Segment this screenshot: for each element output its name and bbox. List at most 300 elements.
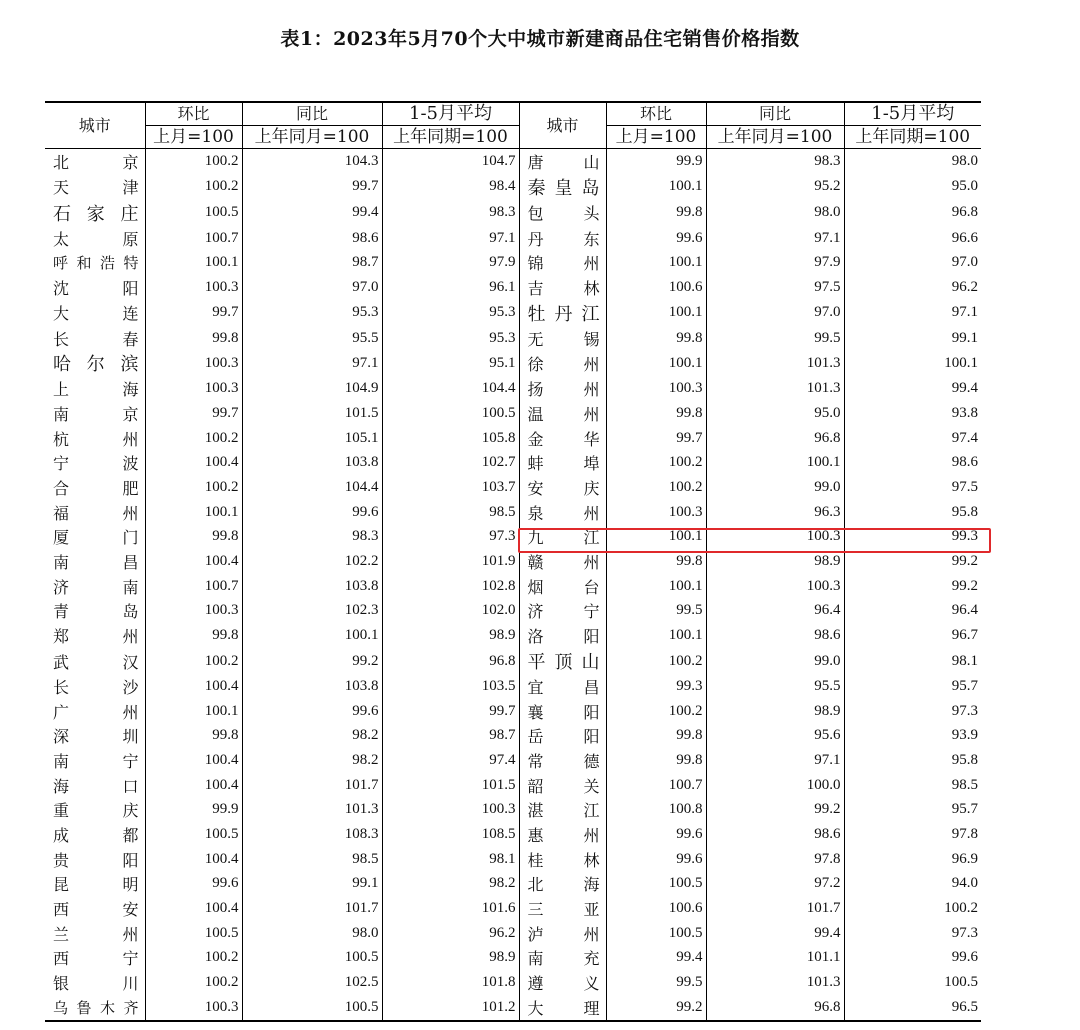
table-row <box>45 872 981 897</box>
avg-value: 97.4 <box>844 426 981 451</box>
city-name: 广 州 <box>53 702 139 722</box>
city-name-cell <box>45 648 145 674</box>
yoy-value: 98.3 <box>242 525 382 550</box>
mom-value: 100.1 <box>145 699 242 724</box>
city-name-cell <box>45 376 145 401</box>
table-row <box>45 699 981 724</box>
mom-value: 100.2 <box>145 648 242 674</box>
city-name: 常 德 <box>527 751 600 771</box>
yoy-value: 101.7 <box>242 773 382 798</box>
avg-value: 98.7 <box>382 723 519 748</box>
city-name-cell <box>519 300 606 326</box>
city-name-cell <box>45 946 145 971</box>
city-name: 洛 阳 <box>527 627 600 647</box>
city-name: 烟 台 <box>527 577 600 597</box>
city-name: 厦 门 <box>53 528 139 548</box>
table-row <box>45 300 981 326</box>
city-name-cell <box>45 970 145 995</box>
col-header-avg-right: 1-5月平均 <box>844 102 981 126</box>
city-name: 韶 关 <box>527 776 600 796</box>
mom-value: 100.4 <box>145 773 242 798</box>
mom-value: 100.1 <box>606 250 706 275</box>
city-name: 大 连 <box>53 304 139 324</box>
avg-value: 102.7 <box>382 451 519 476</box>
avg-value: 99.2 <box>844 549 981 574</box>
yoy-value: 101.3 <box>242 797 382 822</box>
yoy-value: 98.0 <box>242 921 382 946</box>
avg-value: 98.9 <box>382 946 519 971</box>
city-name: 合 肥 <box>53 479 139 499</box>
yoy-value: 101.3 <box>706 350 844 376</box>
city-name-cell <box>45 623 145 648</box>
yoy-value: 101.3 <box>706 376 844 401</box>
city-name: 北 京 <box>53 152 139 172</box>
city-name: 丹 东 <box>527 229 600 249</box>
city-name: 宁 波 <box>53 454 139 474</box>
avg-value: 96.8 <box>844 200 981 226</box>
mom-value: 99.3 <box>606 674 706 699</box>
city-name-cell <box>519 896 606 921</box>
city-name: 兰 州 <box>53 924 139 944</box>
yoy-value: 97.0 <box>242 275 382 300</box>
mom-value: 100.2 <box>606 648 706 674</box>
yoy-value: 103.8 <box>242 574 382 599</box>
mom-value: 99.6 <box>606 226 706 251</box>
avg-value: 103.5 <box>382 674 519 699</box>
city-name: 西 安 <box>53 900 139 920</box>
avg-value: 101.5 <box>382 773 519 798</box>
avg-value: 97.3 <box>844 921 981 946</box>
avg-value: 99.2 <box>844 574 981 599</box>
mom-value: 100.7 <box>606 773 706 798</box>
mom-value: 99.6 <box>606 822 706 847</box>
city-name: 上 海 <box>53 380 139 400</box>
city-name: 大 理 <box>527 998 600 1018</box>
table-row <box>45 525 981 550</box>
city-name: 桂 林 <box>527 850 600 870</box>
city-name-cell <box>45 921 145 946</box>
mom-value: 100.8 <box>606 797 706 822</box>
yoy-value: 97.2 <box>706 872 844 897</box>
mom-value: 99.8 <box>606 723 706 748</box>
city-name-cell <box>45 525 145 550</box>
city-name-cell <box>519 648 606 674</box>
col-header-yoy-left: 同比 <box>242 102 382 126</box>
table-row <box>45 226 981 251</box>
avg-value: 100.3 <box>382 797 519 822</box>
yoy-value: 104.4 <box>242 475 382 500</box>
yoy-value: 95.2 <box>706 174 844 200</box>
city-name-cell <box>45 773 145 798</box>
mom-value: 100.5 <box>145 822 242 847</box>
city-name-cell <box>519 748 606 773</box>
yoy-value: 98.0 <box>706 200 844 226</box>
mom-value: 99.8 <box>606 748 706 773</box>
city-name-cell <box>45 797 145 822</box>
city-name: 西 宁 <box>53 949 139 969</box>
col-header-city-right: 城市 <box>519 102 606 149</box>
avg-value: 101.6 <box>382 896 519 921</box>
mom-value: 100.3 <box>606 376 706 401</box>
city-name-cell <box>45 872 145 897</box>
avg-value: 99.4 <box>844 376 981 401</box>
city-name-cell <box>519 426 606 451</box>
table-row <box>45 748 981 773</box>
city-name: 深 圳 <box>53 727 139 747</box>
avg-value: 100.5 <box>844 970 981 995</box>
avg-value: 98.9 <box>382 623 519 648</box>
city-name-cell <box>45 699 145 724</box>
city-name-cell <box>519 623 606 648</box>
city-name: 锦 州 <box>527 254 600 274</box>
mom-value: 100.6 <box>606 275 706 300</box>
city-name-cell <box>519 451 606 476</box>
avg-value: 101.8 <box>382 970 519 995</box>
col-subheader-avg-right: 上年同期=100 <box>844 126 981 149</box>
mom-value: 99.2 <box>606 995 706 1021</box>
city-name: 重 庆 <box>53 801 139 821</box>
city-name: 金 华 <box>527 429 600 449</box>
city-name-cell <box>519 797 606 822</box>
city-name-cell <box>519 326 606 351</box>
city-name-cell <box>519 549 606 574</box>
yoy-value: 108.3 <box>242 822 382 847</box>
city-name-cell <box>519 401 606 426</box>
city-name-cell <box>519 275 606 300</box>
city-name: 成 都 <box>53 825 139 845</box>
yoy-value: 95.5 <box>706 674 844 699</box>
yoy-value: 101.1 <box>706 946 844 971</box>
city-name-cell <box>519 500 606 525</box>
city-name: 贵 阳 <box>53 850 139 870</box>
yoy-value: 96.3 <box>706 500 844 525</box>
avg-value: 93.9 <box>844 723 981 748</box>
mom-value: 99.8 <box>606 200 706 226</box>
yoy-value: 97.8 <box>706 847 844 872</box>
avg-value: 97.0 <box>844 250 981 275</box>
avg-value: 95.8 <box>844 500 981 525</box>
city-name-cell <box>45 200 145 226</box>
city-name-cell <box>519 200 606 226</box>
city-name-cell <box>45 822 145 847</box>
city-name: 武 汉 <box>53 652 139 672</box>
yoy-value: 102.2 <box>242 549 382 574</box>
city-name-cell <box>45 401 145 426</box>
mom-value: 100.4 <box>145 847 242 872</box>
avg-value: 99.1 <box>844 326 981 351</box>
city-name: 太 原 <box>53 229 139 249</box>
table-row <box>45 574 981 599</box>
avg-value: 93.8 <box>844 401 981 426</box>
yoy-value: 100.3 <box>706 525 844 550</box>
mom-value: 100.1 <box>145 500 242 525</box>
city-name-cell <box>45 748 145 773</box>
yoy-value: 99.2 <box>242 648 382 674</box>
avg-value: 99.6 <box>844 946 981 971</box>
table-row <box>45 250 981 275</box>
avg-value: 95.7 <box>844 797 981 822</box>
avg-value: 96.5 <box>844 995 981 1021</box>
mom-value: 100.1 <box>606 525 706 550</box>
avg-value: 100.5 <box>382 401 519 426</box>
city-name: 无 锡 <box>527 329 600 349</box>
city-name: 泉 州 <box>527 503 600 523</box>
yoy-value: 105.1 <box>242 426 382 451</box>
mom-value: 99.8 <box>145 525 242 550</box>
city-name-cell <box>45 896 145 921</box>
avg-value: 96.8 <box>382 648 519 674</box>
table-row <box>45 623 981 648</box>
city-name: 南 京 <box>53 404 139 424</box>
col-header-mom-right: 环比 <box>606 102 706 126</box>
city-name: 长 沙 <box>53 677 139 697</box>
mom-value: 100.6 <box>606 896 706 921</box>
table-row <box>45 326 981 351</box>
mom-value: 100.3 <box>606 500 706 525</box>
avg-value: 96.2 <box>844 275 981 300</box>
table-row <box>45 896 981 921</box>
city-name-cell <box>45 300 145 326</box>
city-name: 昆 明 <box>53 875 139 895</box>
yoy-value: 99.4 <box>706 921 844 946</box>
mom-value: 99.9 <box>606 149 706 174</box>
mom-value: 100.2 <box>145 426 242 451</box>
avg-value: 95.1 <box>382 350 519 376</box>
avg-value: 100.1 <box>844 350 981 376</box>
city-name: 沈 阳 <box>53 278 139 298</box>
yoy-value: 98.7 <box>242 250 382 275</box>
city-name: 秦 皇 岛 <box>527 177 600 199</box>
yoy-value: 101.5 <box>242 401 382 426</box>
col-header-avg-left: 1-5月平均 <box>382 102 519 126</box>
mom-value: 99.7 <box>145 300 242 326</box>
avg-value: 96.9 <box>844 847 981 872</box>
table-row <box>45 995 981 1021</box>
mom-value: 100.5 <box>606 921 706 946</box>
mom-value: 99.5 <box>606 970 706 995</box>
city-name: 南 充 <box>527 949 600 969</box>
yoy-value: 99.7 <box>242 174 382 200</box>
city-name: 海 口 <box>53 776 139 796</box>
city-name: 九 江 <box>527 528 600 548</box>
city-name: 石 家 庄 <box>53 203 139 225</box>
city-name: 安 庆 <box>527 479 600 499</box>
city-name-cell <box>45 674 145 699</box>
col-subheader-mom-right: 上月=100 <box>606 126 706 149</box>
city-name: 遵 义 <box>527 974 600 994</box>
city-name-cell <box>45 250 145 275</box>
city-name: 蚌 埠 <box>527 454 600 474</box>
mom-value: 100.2 <box>145 475 242 500</box>
city-name: 包 头 <box>527 204 600 224</box>
yoy-value: 96.8 <box>706 426 844 451</box>
yoy-value: 97.1 <box>706 226 844 251</box>
mom-value: 99.7 <box>606 426 706 451</box>
yoy-value: 97.0 <box>706 300 844 326</box>
table-row <box>45 350 981 376</box>
avg-value: 94.0 <box>844 872 981 897</box>
city-name: 银 川 <box>53 974 139 994</box>
col-subheader-avg-left: 上年同期=100 <box>382 126 519 149</box>
table-row <box>45 426 981 451</box>
avg-value: 97.1 <box>382 226 519 251</box>
avg-value: 98.5 <box>844 773 981 798</box>
mom-value: 99.6 <box>606 847 706 872</box>
city-name-cell <box>519 970 606 995</box>
avg-value: 104.4 <box>382 376 519 401</box>
avg-value: 102.0 <box>382 599 519 624</box>
table-row <box>45 149 981 174</box>
yoy-value: 97.1 <box>242 350 382 376</box>
avg-value: 98.3 <box>382 200 519 226</box>
avg-value: 98.0 <box>844 149 981 174</box>
mom-value: 100.4 <box>145 748 242 773</box>
yoy-value: 100.5 <box>242 946 382 971</box>
city-name-cell <box>45 574 145 599</box>
avg-value: 104.7 <box>382 149 519 174</box>
city-name: 杭 州 <box>53 429 139 449</box>
city-name: 天 津 <box>53 178 139 198</box>
table-body <box>45 149 981 1021</box>
yoy-value: 98.3 <box>706 149 844 174</box>
avg-value: 98.1 <box>844 648 981 674</box>
city-name: 湛 江 <box>527 801 600 821</box>
mom-value: 100.1 <box>606 300 706 326</box>
yoy-value: 99.5 <box>706 326 844 351</box>
yoy-value: 95.3 <box>242 300 382 326</box>
city-name: 哈 尔 滨 <box>53 354 139 376</box>
city-name-cell <box>45 326 145 351</box>
mom-value: 100.4 <box>145 674 242 699</box>
city-name: 青 岛 <box>53 602 139 622</box>
yoy-value: 99.0 <box>706 648 844 674</box>
mom-value: 100.1 <box>606 174 706 200</box>
col-header-mom-left: 环比 <box>145 102 242 126</box>
yoy-value: 100.1 <box>242 623 382 648</box>
city-name: 三 亚 <box>527 900 600 920</box>
mom-value: 99.5 <box>606 599 706 624</box>
city-name-cell <box>519 250 606 275</box>
city-name: 南 昌 <box>53 553 139 573</box>
mom-value: 100.4 <box>145 549 242 574</box>
city-name-cell <box>519 822 606 847</box>
yoy-value: 97.1 <box>706 748 844 773</box>
yoy-value: 102.5 <box>242 970 382 995</box>
city-name: 郑 州 <box>53 627 139 647</box>
avg-value: 95.3 <box>382 300 519 326</box>
city-name-cell <box>45 426 145 451</box>
mom-value: 99.9 <box>145 797 242 822</box>
city-name-cell <box>519 674 606 699</box>
city-name-cell <box>45 599 145 624</box>
avg-value: 95.3 <box>382 326 519 351</box>
avg-value: 101.2 <box>382 995 519 1021</box>
avg-value: 97.3 <box>382 525 519 550</box>
yoy-value: 101.7 <box>242 896 382 921</box>
mom-value: 100.3 <box>145 275 242 300</box>
avg-value: 102.8 <box>382 574 519 599</box>
city-name: 乌 鲁 木 齐 <box>53 998 139 1017</box>
city-name: 岳 阳 <box>527 727 600 747</box>
city-name-cell <box>45 149 145 174</box>
yoy-value: 96.8 <box>706 995 844 1021</box>
mom-value: 100.2 <box>606 699 706 724</box>
city-name: 宜 昌 <box>527 677 600 697</box>
yoy-value: 102.3 <box>242 599 382 624</box>
avg-value: 97.4 <box>382 748 519 773</box>
avg-value: 96.2 <box>382 921 519 946</box>
yoy-value: 101.3 <box>706 970 844 995</box>
mom-value: 100.7 <box>145 574 242 599</box>
city-name: 呼 和 浩 特 <box>53 254 139 273</box>
mom-value: 100.3 <box>145 995 242 1021</box>
city-name: 唐 山 <box>527 152 600 172</box>
city-name: 长 春 <box>53 329 139 349</box>
city-name-cell <box>519 921 606 946</box>
city-name: 惠 州 <box>527 825 600 845</box>
table-row <box>45 674 981 699</box>
table-row <box>45 401 981 426</box>
mom-value: 100.1 <box>606 350 706 376</box>
avg-value: 96.7 <box>844 623 981 648</box>
city-name-cell <box>519 995 606 1021</box>
avg-value: 101.9 <box>382 549 519 574</box>
yoy-value: 98.2 <box>242 723 382 748</box>
city-name-cell <box>45 549 145 574</box>
city-name-cell <box>45 723 145 748</box>
city-name: 福 州 <box>53 503 139 523</box>
page-title: 表1：2023年5月70个大中城市新建商品住宅销售价格指数 <box>280 28 800 50</box>
city-name: 牡 丹 江 <box>527 303 600 325</box>
table-row <box>45 549 981 574</box>
table-row <box>45 921 981 946</box>
city-name-cell <box>519 723 606 748</box>
mom-value: 100.4 <box>145 896 242 921</box>
yoy-value: 98.9 <box>706 699 844 724</box>
table-row <box>45 451 981 476</box>
yoy-value: 97.9 <box>706 250 844 275</box>
yoy-value: 103.8 <box>242 674 382 699</box>
mom-value: 100.2 <box>606 451 706 476</box>
city-name: 襄 阳 <box>527 702 600 722</box>
city-name-cell <box>519 872 606 897</box>
avg-value: 99.3 <box>844 525 981 550</box>
table-row <box>45 847 981 872</box>
city-name-cell <box>519 149 606 174</box>
city-name-cell <box>45 275 145 300</box>
city-name-cell <box>519 376 606 401</box>
city-name-cell <box>519 847 606 872</box>
avg-value: 97.5 <box>844 475 981 500</box>
table-row <box>45 648 981 674</box>
mom-value: 100.5 <box>606 872 706 897</box>
city-name: 吉 林 <box>527 278 600 298</box>
mom-value: 99.4 <box>606 946 706 971</box>
yoy-value: 104.3 <box>242 149 382 174</box>
city-name-cell <box>45 500 145 525</box>
city-name-cell <box>45 350 145 376</box>
mom-value: 99.8 <box>606 401 706 426</box>
mom-value: 100.2 <box>145 970 242 995</box>
city-name-cell <box>519 773 606 798</box>
yoy-value: 95.0 <box>706 401 844 426</box>
avg-value: 97.3 <box>844 699 981 724</box>
city-name: 扬 州 <box>527 380 600 400</box>
city-name-cell <box>519 699 606 724</box>
city-name-cell <box>519 599 606 624</box>
mom-value: 99.7 <box>145 401 242 426</box>
table-row <box>45 500 981 525</box>
